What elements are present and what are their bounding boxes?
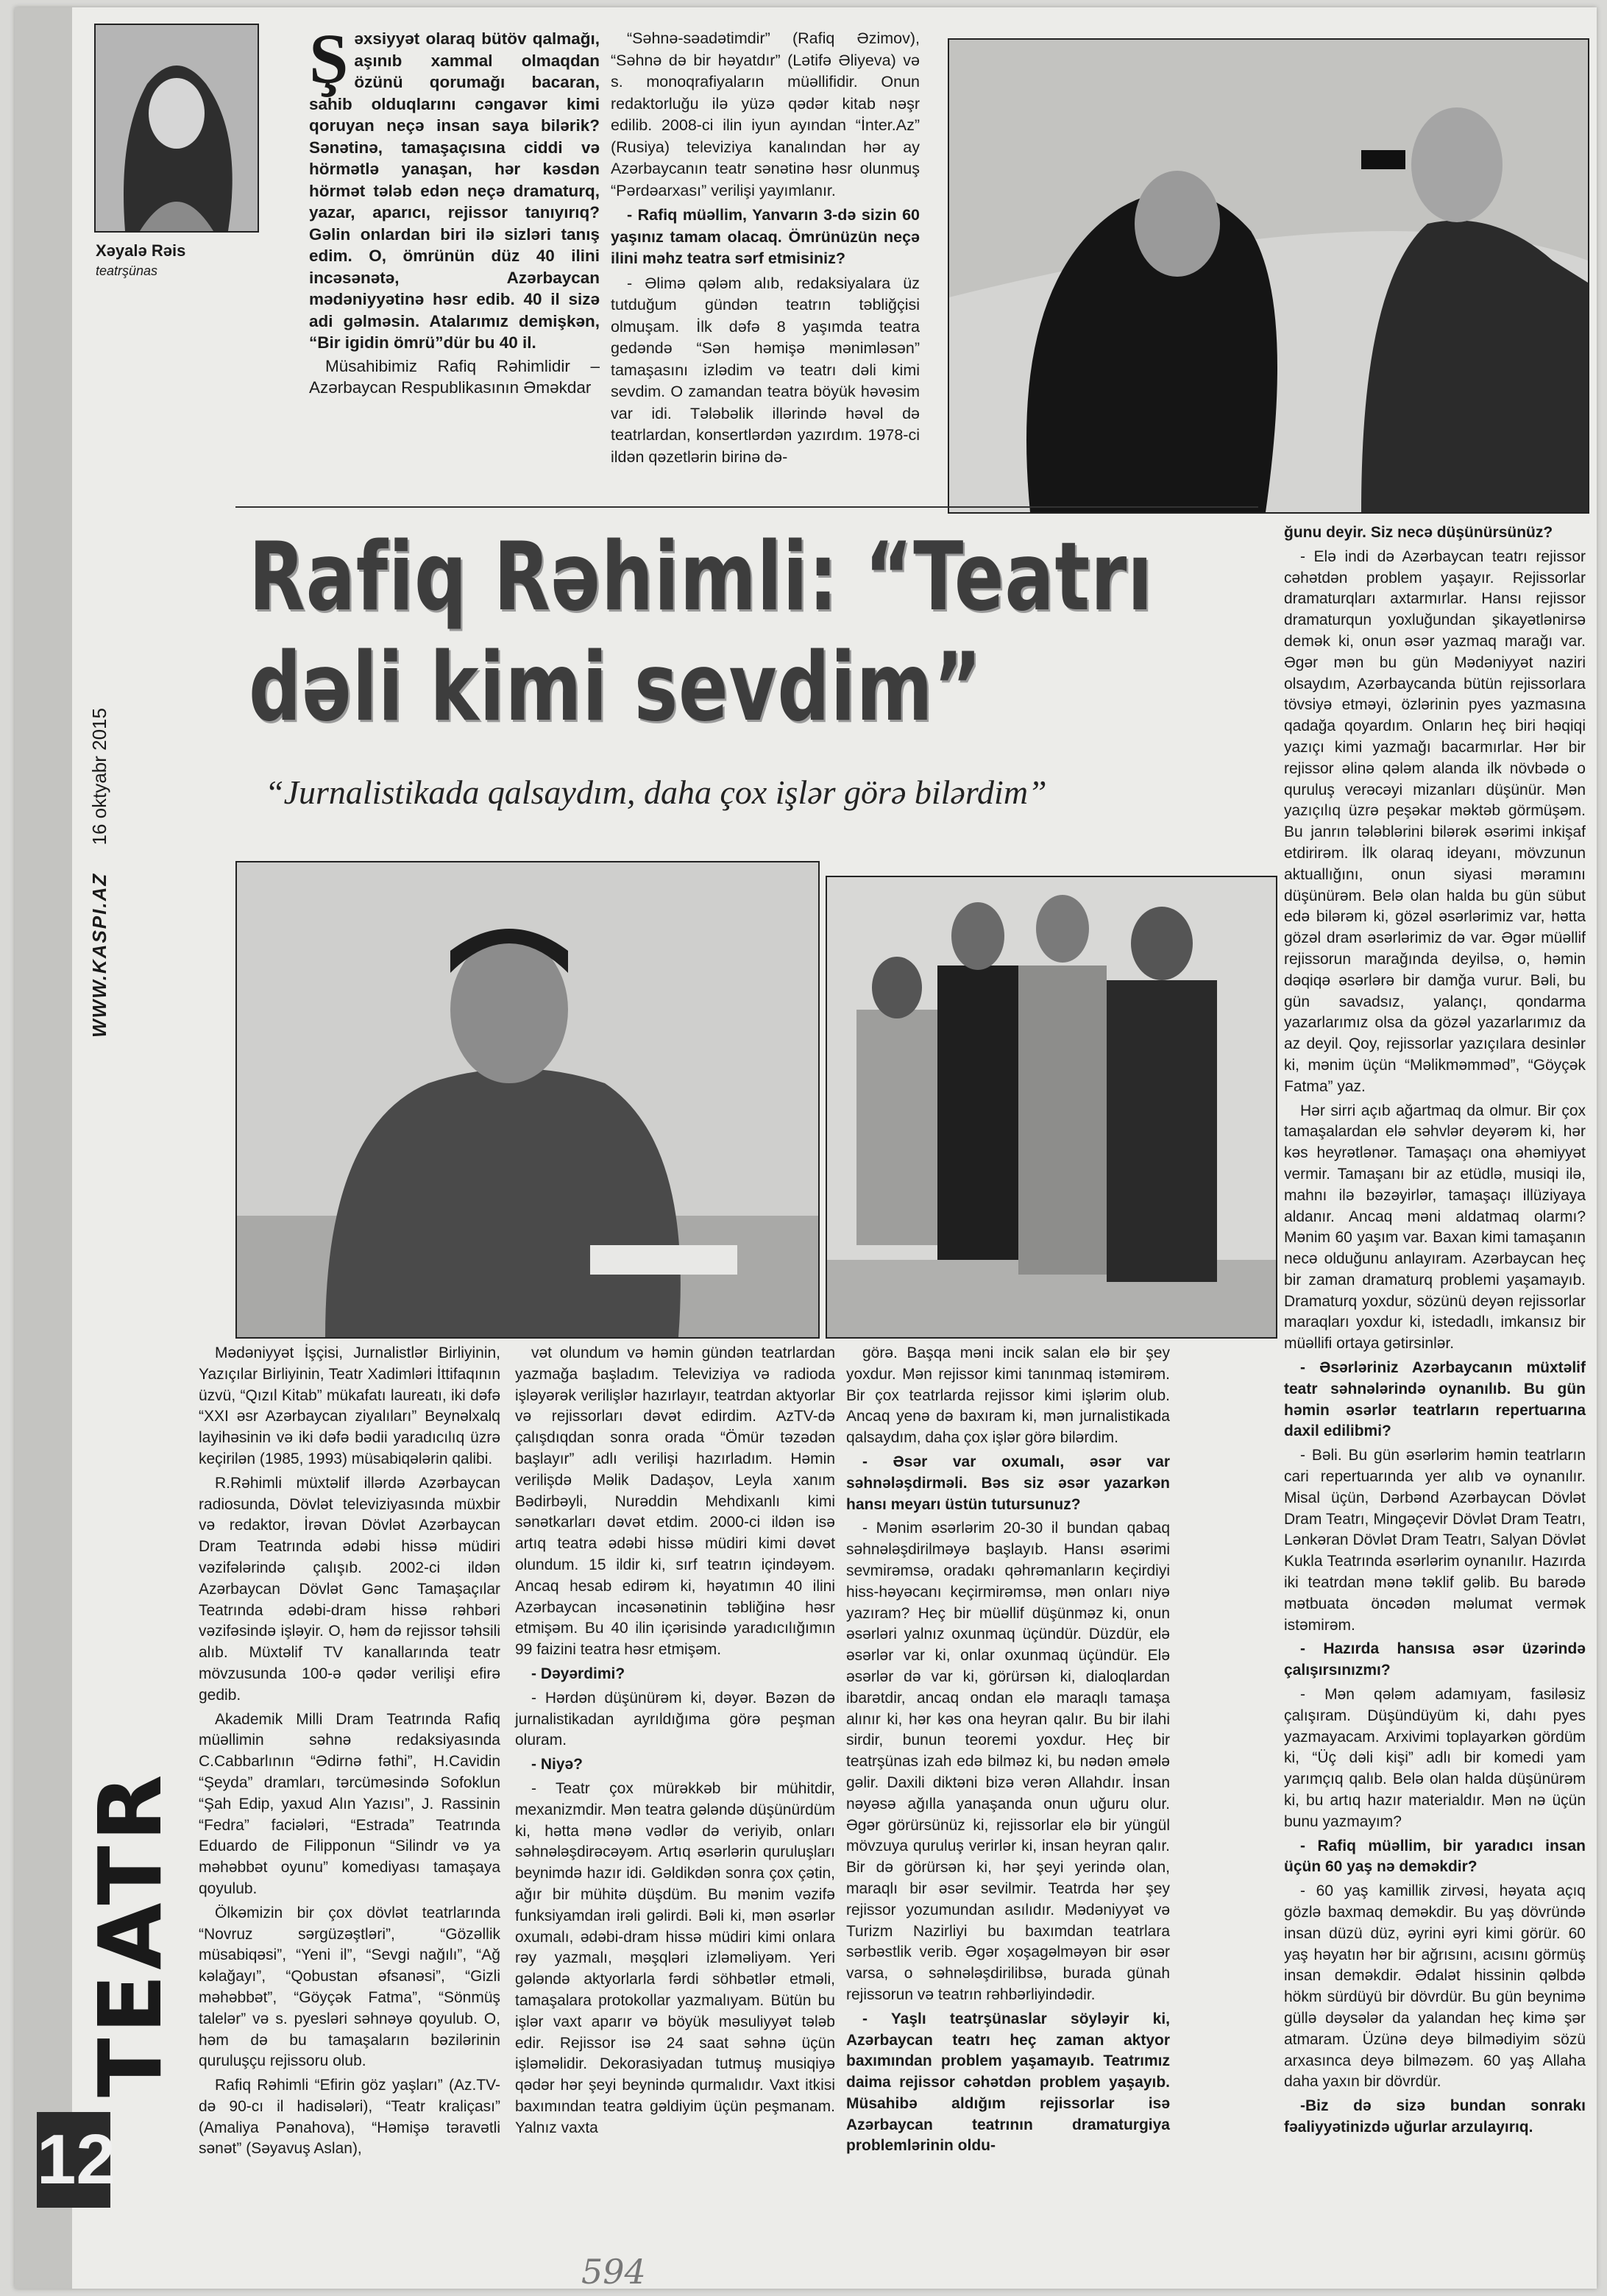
paragraph: Hər sirri açıb ağartmaq da olmur. Bir çox tamaşalardan elə səhvlər deyərəm ki, hər kəs heyrətlənər. Tamaşaçı ona əhəmiyyət vermir. Tamaşanı bir az etüdlə, musiqi ilə, mahnı ilə bəzəyirlər, tamaşaçı illüziyaya aldanır. Ancaq məni aldatmaq olarmı? Mənim 60 yaşım var. Baxan kimi tamaşanın necə olduğunu anlayıram. Azərbaycan heç bir zaman dramaturq problemi yaşamayıb. Dramaturq yoxdur, sözünü deyən rejissorlar maraqları yoxdur ki, istedadlı, imkansız bir müəllifi ortaya gətirsinlər. — [1284, 1102, 1586, 1353]
question: - Hazırda hansısa əsər üzərində çalışırsınızmı? — [1284, 1640, 1586, 1679]
question: ğunu deyir. Siz necə düşünürsünüz? — [1284, 524, 1553, 541]
intro-tail: Müsahibimiz Rafiq Rəhimlidir – Azərbaycan Respublikasının Əməkdar — [309, 356, 600, 397]
bottom-column-2 — [515, 1343, 835, 2141]
handwritten-number: 594 — [581, 2252, 646, 2289]
intro-column — [309, 19, 600, 399]
bottom-column-3 — [846, 1343, 1170, 2160]
headline-line-2: dəli kimi sevdim” — [249, 633, 982, 743]
paragraph: - Mən qələm adamıyam, fasiləsiz çalışıram. Düşündüyüm ki, dahı pyes yazmayacam. Arxivimi toplayarkən gördüm ki, “Üç dəli kişi” adlı bir komedi yam yarımçıq qalıb. Belə olan halda düşünürəm ki, bu artıq hazır materialdır. Mən nə üçün bunu yazmayım? — [1284, 1686, 1586, 1830]
paragraph: Mədəniyyət İşçisi, Jurnalistlər Birliyinin, Yazıçılar Birliyinin, Teatr Xadimləri İttifaqının üzvü, “Qızıl Kitab” mükafatı laureatı, iki dəfə “XXI əsr Azərbaycan ziyalıları” Beynəlxalq layihəsinin və iki dəfə bədii yaradıcılıq üzrə keçirilən (1985, 1993) müsabiqələrin qalibi. — [199, 1344, 500, 1467]
paragraph: - Bəli. Bu gün əsərlərim həmin teatrların cari repertuarında yer alıb və oynanılır. Misal üçün, Dərbənd Azərbaycan Dövlət Dram Teatrı, Mingəçevir Dövlət Dram Teatrı, Lənkəran Dövlət Dram Teatrı, Salyan Dövlət Kukla Teatrında əsərlərim oynanılır. Hazırda iki teatrdan mənə təklif gəlib. Bu barədə mətbuata öncədən məlumat vermək istəmirəm. — [1284, 1447, 1586, 1634]
website[interactable]: WWW.KASPI.AZ — [88, 872, 110, 1038]
newspaper-page — [15, 7, 1597, 2289]
author-byline — [96, 241, 185, 279]
paragraph: - Hərdən düşünürəm ki, dəyər. Bəzən də jurnalistikadan ayrıldığıma görə peşman oluram. — [515, 1689, 835, 1749]
sidebar-vertical-text — [88, 708, 111, 1038]
paragraph: Rafiq Rəhimli “Efirin göz yaşları” (Az.TV-də 90-cı il hadisələri), “Teatr kraliçası” (Amaliya Pənahova), “Həmişə təravətli sənət” (Səyavuş Aslan), — [199, 2077, 500, 2158]
headline — [249, 522, 1154, 743]
paragraph: görə. Başqa məni incik salan elə bir şey yoxdur. Mən rejissor kimi tanınmaq istəmirəm. Bir çox teatrlarda rejissor kimi işlərim olub. Ancaq yenə də baxıram ki, mən jurnalistikada qalsaydım, daha çox işlər görə bilərdim. — [846, 1344, 1170, 1447]
right-column — [1284, 522, 1586, 2141]
question: - Niyə? — [531, 1756, 583, 1774]
question: - Yaşlı teatrşünaslar söyləyir ki, Azərbaycan teatrı heç zaman aktyor baxımından problem yaşamayıb. Teatrımız daima rejissor cəhətdən problem yaşayıb. Müsahibə aldığım rejissorlar isə Azərbaycan teatrının dramaturgiya problemlərinin oldu- — [846, 2010, 1170, 2155]
author-photo-graphic — [96, 25, 258, 231]
subtitle: “Jurnalistikada qalsaydım, daha çox işlər görə bilərdim” — [265, 773, 1047, 811]
paragraph: Ölkəmizin bir çox dövlət teatrlarında “Novruz sərgüzəştləri”, “Gözəllik müsabiqəsi”, “Yeni il”, “Sevgi nağılı”, “Ağ kəlağayı”, “Qobustan əfsanəsi”, “Gizli məhəbbət”, “Göyçək Fatma”, “Sönmüş talelər” və s. pyesləri səhnəyə qoyulub. O, həm də bu tamaşaların bəzilərinin quruluşçu rejissoru olub. — [199, 1904, 500, 2070]
desk-photo-graphic — [237, 862, 818, 1337]
couple-photo — [948, 38, 1589, 514]
group-photo — [826, 876, 1277, 1339]
section-title: TEATR — [79, 1770, 181, 2097]
paragraph: - 60 yaş kamillik zirvəsi, həyata açıq gözlə baxmaq deməkdir. Bu yaş dövründə insan düzü düz, əyrini əyri kimi görür. 60 yaş həyatın hər bir ağrısını, acısını görmüş insan deməkdir. Ədalət hissinin qəlbdə hökm sürdüyü bir dövrdür. Bu gün beynimə güllə dəysələr da yalandan heç kimə şər atmaram. Üzünə deyə bilmədiyim sözü arxasınca deyə bilməzəm. 60 yaş Allaha daha yaxın bir dövrdür. — [1284, 1882, 1586, 2091]
column-2-top — [611, 28, 920, 471]
paragraph: - Teatr çox mürəkkəb bir mühitdir, mexanizmdir. Mən teatra gələndə düşünürdüm ki, hətta mənə vədlər də veriyib, onları səhnələşdirəcəyəm. Artıq əsərlərin quruluşları beynimdə hazır idi. Gəldikdən sonra çox çətin, ağır bir mühitə düşdüm. Bu mənim vəzifə funksiyamdan irəli gəlirdi. Bəli ki, mən əsərlər oxumalı, ədəbi-dram hissə müdiri kimi onlara rəy yazmalı, məşqləri izləməliyəm. Yeri gələndə aktyorlarla fərdi söhbətlər etməli, tamaşalara protokollar yazmalıyam. Bütün bu işlər vaxt aparır və böyük məsuliyyət tələb edir. Rejissor isə 24 saat səhnə üçün işləməlidir. Dekorasiyadan tutmuş musiqiyə qədər hər şeyi beynində qurmalıdır. Vaxt itkisi baxımından teatra gəldiyim üçün peşmanam. Yalnız vaxta — [515, 1779, 835, 2136]
desk-photo — [235, 861, 820, 1339]
bottom-column-1 — [199, 1343, 500, 2163]
question: - Rafiq müəllim, Yanvarın 3-də sizin 60 yaşınız tamam olacaq. Ömrünüzün neçə ilini məhz teatra sərf etmisiniz? — [611, 206, 920, 267]
paragraph: - Mənim əsərlərim 20-30 il bundan qabaq səhnələşdirilməyə başlayıb. Hansı əsərimi sevmirəmsə, oradakı qəhrəmanların keçirdiyi hiss-həyəcanı keçirmirəmsə, mən onları niyə yazıram? Heç bir müəllif düşünməz ki, onun əsərləri yalnız oxunmaq üçündür. Düzdür, elə əsərlər var ki, onlar oxunmaq üçündür. Elə əsərlər də var ki, görürsən ki, dialoqlardan ibarətdir, ancaq ondan elə maraqlı tamaşa alınır ki, hər kəs ona heyran qalır. Bu bir ilahi sirdir, bunun teoremi yoxdur. Heç bir teatrşünas izah edə bilməz ki, bu nədən əmələ gəlir. Daxili diktəni bizə verən Allahdır. İnsan nəyəsə ağılla yanaşanda onun uğuru olur. Əgər görürsünüz ki, rejissorlar elə bir yüngül mövzuya quruluş verirlər ki, insan heyran qalır. Bir də görürsən ki, hər şeyi yerində olan, maraqlı bir əsər sevilmir. Teatrda hər şey rejissor yozumundan asılıdır. Mədəniyyət və Turizm Nazirliyi bu baxımdan teatrlara sərbəstlik verib. Əgər xoşagəlməyən bir əsər varsa, o səhnələşdirilibsə, burada günah rejissorun və teatrın rəhbərliyindədir. — [846, 1520, 1170, 2003]
couple-photo-graphic — [949, 40, 1588, 512]
author-name: Xəyalə Rəis — [96, 241, 186, 260]
question: - Əsər var oxumalı, əsər var səhnələşdirməli. Bəs siz əsər yazarkən hansı meyarı üstün tutursunuz? — [846, 1453, 1170, 1513]
closing-line: -Biz də sizə bundan sonrakı fəaliyyətinizdə uğurlar arzulayırıq. — [1284, 2097, 1586, 2136]
headline-line-1: Rafiq Rəhimli: “Teatrı — [249, 522, 1154, 632]
paragraph: vət olundum və həmin gündən teatrlardan yazmağa başladım. Televiziya və radioda işləyərək verilişlər hazırlayır, teatrdan aktyorlar və rejissorları dəvət edirdim. AzTV-də çalışdıqdan sonra orada “Ömür təzədən başlayır” adlı verilişi hazırladım. Həmin verilişdə Məlik Dadaşov, Leyla xanım Bədirbəyli, Nurəddin Mehdixanlı kimi sənətkarları dəvət etdim. 2000-ci ildən isə artıq teatra ədəbi hissə müdiri kimi dəvət olundum. 15 ildir ki, sırf teatrın içindəyəm. Ancaq hesab edirəm ki, həyatımın 40 ilini Azərbaycan incəsənətinin təbliğinə həsr etmişəm. Bu 40 ilin içərisində yaradıcılığımın 99 faizini teatra həsr etmişəm. — [515, 1344, 835, 1659]
author-photo — [94, 24, 259, 233]
sidebar-band — [15, 7, 72, 2289]
question: - Rafiq müəllim, bir yaradıcı insan üçün 60 yaş nə deməkdir? — [1284, 1837, 1586, 1876]
divider — [235, 506, 1258, 508]
issue-date: 16 oktyabr 2015 — [88, 708, 110, 846]
intro-text: əxsiyyət olaraq bütöv qalmağı, aşınıb xammal olmaqdan özünü qorumağı bacaran, sahib olduqlarını cəngavər kimi qoruyan neçə insan saya bilərik? Sənətinə, tamaşaçısına ciddi və hörmətlə yanaşan, hər kəsdən hörmət tələb edən neçə dramaturq, yazar, aparıcı, rejissor tanıyırıq? Gəlin onlardan biri ilə sizləri tanış edim. O, ömrünün düz 40 ilini incəsənətə, Azərbaycan mədəniyyətinə həsr edib. 40 il sizə adi gəlməsin. Atalarımız demişkən, “Bir igidin ömrü”dür bu 40 il. — [309, 29, 600, 352]
paragraph: - Elə indi də Azərbaycan teatrı rejissor cəhətdən problem yaşayır. Rejissorlar dramaturqları axtarmırlar. Hansı rejissor dramaturqun yoxluğundan şikayətlənirsə demək ki, onun əsər yazmaq marağı var. Əgər mən bu gün Mədəniyyət naziri olsaydım, Azərbaycanda bütün rejissorlara tövsiyə etməyi, özlərinin pyes yazmasına qadağa qoyardım. Onların heç biri həqiqi yazıçı kimi yazmağı bacarmırlar. Hər bir rejissor əlinə qələm alanda ilk növbədə o quruluş verəcəyi mizanları düşünür. Mən yazıçılıq üzrə peşəkar məktəb görmüşəm. Bu janrın tələblərini bilərək əsərimi inkişaf etdirirəm. İlk olaraq ideyanı, mövzunun aktuallığını, onun siyasi məramını düşünürəm. Belə olan halda bu gün sübut edə bilərəm ki, gözəl əsərlərimiz var, hətta gözəl dram əsərlərimiz də var. Əgər müəllif rejissorun marağında deyilsə, o, həmin dəqiqə əsərlərə bir damğa vurur. Bəli, bu gün savadsız, yalançı, qondarma yazarlarımız olsa da gözəl yazarlarımız da az deyil. Qoy, rejissorlar yazıçılara desinlər ki, mənim üçün “Məlikməmməd”, “Göyçək Fatma” yaz. — [1284, 548, 1586, 1095]
paragraph: - Əlimə qələm alıb, redaksiyalara üz tutduğum gündən teatrın təbliğçisi olmuşam. İlk dəfə 8 yaşımda teatra gedəndə “Sən həmişə mənimləsən” tamaşasını izlədim və teatrı dəli kimi sevdim. O zamandan teatra böyük həvəsim var idi. Tələbəlik illərində həvəl də teatrlardan, konsertlərdən yazırdım. 1978-ci ildən qəzetlərin birinə də- — [611, 274, 920, 466]
author-role: teatrşünas — [96, 263, 158, 278]
paragraph: “Səhnə-səadətimdir” (Rafiq Əzimov), “Səhnə də bir həyatdır” (Lətifə Əliyeva) və s. monoqrafiyaların müəllifidir. Onun redaktorluğu ilə yüzə qədər kitab nəşr edilib. 2008-ci ilin iyun ayından “İnter.Az” (Rusiya) televiziya kanalından hər ay Azərbaycanın teatr sənətinə həsr olunmuş “Pərdəarxası” verilişi yayımlanır. — [611, 29, 920, 199]
group-photo-graphic — [827, 877, 1276, 1337]
paragraph: R.Rəhimli müxtəlif illərdə Azərbaycan radiosunda, Dövlət televiziyasında müxbir və redaktor, İrəvan Dövlət Azərbaycan Dram Teatrında ədəbi hissə müdiri vəzifələrində çalışıb. 2002-ci ildən Azərbaycan Dövlət Gənc Tamaşaçılar Teatrında ədəbi-dram hissə rəhbəri vəzifəsində işləyir. O, həm də rejissor təhsili alıb. Müxtəlif TV kanallarında teatr mövzusunda 100-ə qədər verilişi efirə gedib. — [199, 1474, 500, 1704]
drop-cap: Ş — [309, 19, 349, 98]
question: - Əsərləriniz Azərbaycanın müxtəlif teatr səhnələrində oynanılıb. Bu gün həmin əsərlər teatrların repertuarına daxil edilibmi? — [1284, 1359, 1586, 1440]
paragraph: Akademik Milli Dram Teatrında Rafiq müəllimin səhnə redaksiyasında C.Cabbarlının “Ədirnə fəthi”, H.Cavidin “Şeyda” dramları, tərcüməsində Sofoklun “Şah Edip, yaxud Alın Yazısı”, J. Rassinin “Fedra” faciələri, “Estrada” Teatrında Eduardo de Filipponun “Silindr və ya məhəbbət oyunu” komediyası tamaşaya qoyulub. — [199, 1710, 500, 1897]
page-number: 12 — [37, 2112, 110, 2208]
question: - Dəyərdimi? — [531, 1665, 625, 1682]
